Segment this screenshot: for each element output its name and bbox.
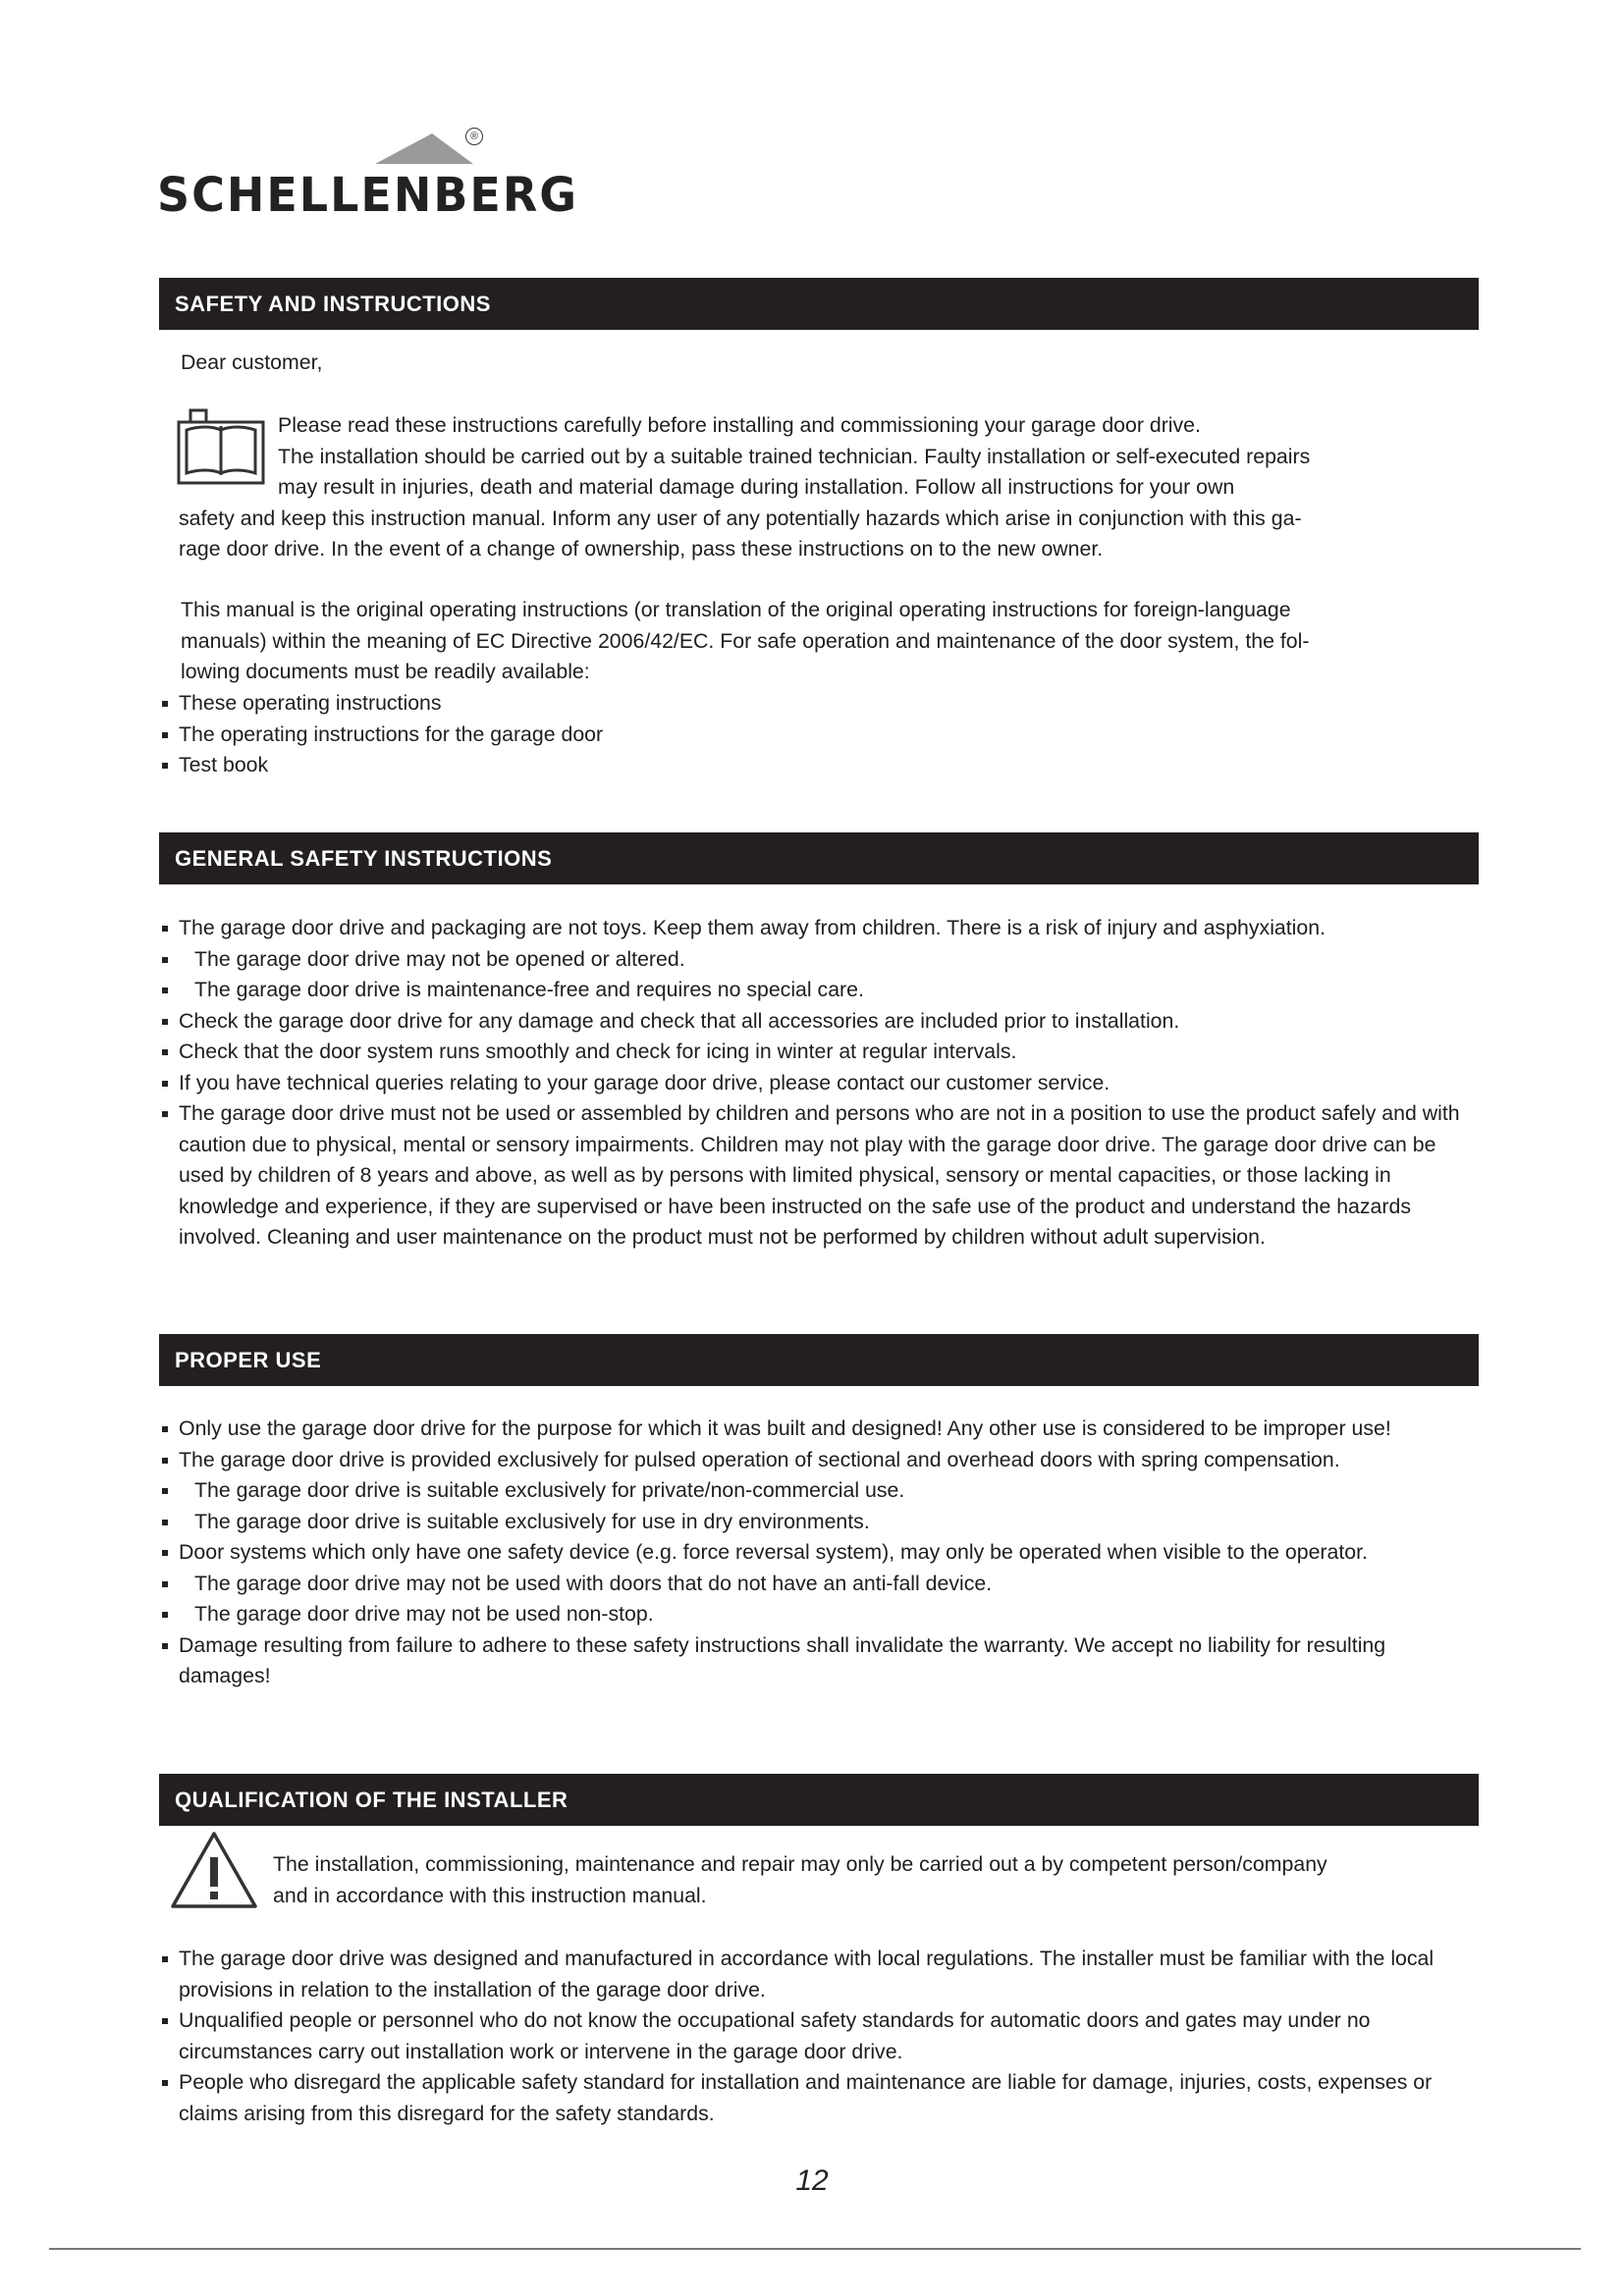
list-item: The operating instructions for the garage door bbox=[159, 720, 1480, 751]
manual-line: manuals) within the meaning of EC Directive 2006/42/EC. For safe operation and maintenance of the door system, the fol- bbox=[181, 629, 1310, 653]
list-item: Only use the garage door drive for the purpose for which it was built and designed! Any other use is considered to be improper use! bbox=[159, 1414, 1480, 1445]
section-header-qualification: QUALIFICATION OF THE INSTALLER bbox=[159, 1774, 1479, 1826]
list-item: The garage door drive is maintenance-free and requires no special care. bbox=[159, 975, 1480, 1006]
list-item: The garage door drive may not be used with doors that do not have an anti-fall device. bbox=[159, 1569, 1480, 1600]
intro-line: may result in injuries, death and material damage during installation. Follow all instructions for your own bbox=[278, 475, 1235, 499]
intro-line: The installation should be carried out by a suitable trained technician. Faulty installation or self-executed repairs bbox=[278, 445, 1311, 468]
greeting: Dear customer, bbox=[181, 350, 323, 374]
required-documents-list bbox=[159, 688, 1480, 781]
brand-logo bbox=[157, 128, 579, 226]
intro-line: Please read these instructions carefully before installing and commissioning your garage door drive. bbox=[278, 413, 1201, 437]
list-item: The garage door drive must not be used or assembled by children and persons who are not in a position to use the product safely and with caution due to physical, mental or sensory impairments. Children may not play with the garage door drive. The garage door drive can be used by children of 8 years and above, as well as by persons with limited physical, sensory or mental capacities, or those lacking in knowledge and experience, if they are supervised or have been instructed on the safe use of the product and understand the hazards involved. Cleaning and user maintenance on the product must not be performed by children without adult supervision. bbox=[159, 1098, 1480, 1254]
list-item: Test book bbox=[159, 750, 1480, 781]
proper-use-list bbox=[159, 1414, 1480, 1692]
qualification-list bbox=[159, 1944, 1480, 2129]
page-number: 12 bbox=[795, 2164, 829, 2197]
list-item: Check that the door system runs smoothly and check for icing in winter at regular intervals. bbox=[159, 1037, 1480, 1068]
registered-mark: ® bbox=[465, 128, 483, 145]
list-item: Damage resulting from failure to adhere to these safety instructions shall invalidate the warranty. We accept no liability for resulting damages! bbox=[159, 1630, 1480, 1692]
manual-line: lowing documents must be readily available: bbox=[181, 660, 590, 683]
list-item: Door systems which only have one safety device (e.g. force reversal system), may only be operated when visible to the operator. bbox=[159, 1537, 1480, 1569]
intro-line: rage door drive. In the event of a change of ownership, pass these instructions on to the new owner. bbox=[179, 537, 1104, 561]
list-item: The garage door drive is provided exclusively for pulsed operation of sectional and overhead doors with spring compensation. bbox=[159, 1445, 1480, 1476]
list-item: These operating instructions bbox=[159, 688, 1480, 720]
brand-name: SCHELLENBERG bbox=[157, 167, 579, 223]
list-item: If you have technical queries relating to your garage door drive, please contact our customer service. bbox=[159, 1068, 1480, 1099]
list-item: The garage door drive may not be opened or altered. bbox=[159, 944, 1480, 976]
general-safety-list bbox=[159, 913, 1480, 1254]
list-item: The garage door drive was designed and manufactured in accordance with local regulations. The installer must be familiar with the local provisions in relation to the installation of the garage door drive. bbox=[159, 1944, 1480, 2005]
list-item: The garage door drive is suitable exclusively for use in dry environments. bbox=[159, 1507, 1480, 1538]
manual-book-icon bbox=[177, 408, 265, 485]
intro-line: safety and keep this instruction manual. Inform any user of any potentially hazards which arise in conjunction with this ga- bbox=[179, 507, 1302, 530]
section-header-proper-use: PROPER USE bbox=[159, 1334, 1479, 1386]
warning-line: The installation, commissioning, maintenance and repair may only be carried out a by competent person/company bbox=[273, 1852, 1327, 1876]
list-item: The garage door drive may not be used non-stop. bbox=[159, 1599, 1480, 1630]
list-item: The garage door drive is suitable exclusively for private/non-commercial use. bbox=[159, 1475, 1480, 1507]
section-header-general-safety: GENERAL SAFETY INSTRUCTIONS bbox=[159, 832, 1479, 884]
list-item: Check the garage door drive for any damage and check that all accessories are included prior to installation. bbox=[159, 1006, 1480, 1038]
roof-logo-icon bbox=[375, 132, 473, 165]
warning-line: and in accordance with this instruction manual. bbox=[273, 1884, 707, 1907]
warning-icon bbox=[169, 1830, 259, 1910]
list-item: Unqualified people or personnel who do not know the occupational safety standards for automatic doors and gates may under no circumstances carry out installation work or intervene in the garage door drive. bbox=[159, 2005, 1480, 2067]
list-item: People who disregard the applicable safety standard for installation and maintenance are liable for damage, injuries, costs, expenses or claims arising from this disregard for the safety standards. bbox=[159, 2067, 1480, 2129]
manual-line: This manual is the original operating instructions (or translation of the original operating instructions for foreign-language bbox=[181, 598, 1291, 621]
section-header-safety: SAFETY AND INSTRUCTIONS bbox=[159, 278, 1479, 330]
footer-divider bbox=[49, 2248, 1581, 2250]
list-item: The garage door drive and packaging are not toys. Keep them away from children. There is a risk of injury and asphyxiation. bbox=[159, 913, 1480, 944]
